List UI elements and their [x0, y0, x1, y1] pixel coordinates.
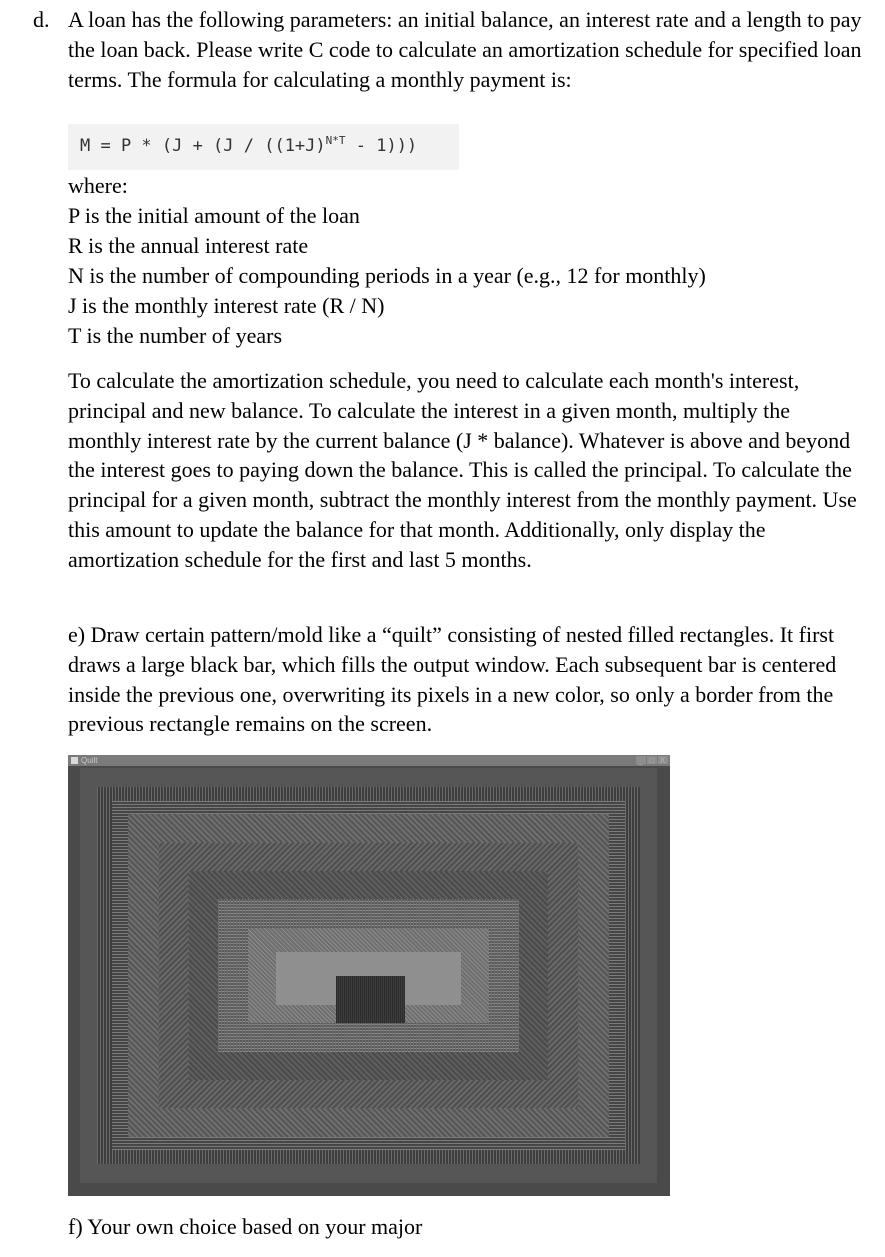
minimize-icon: _ — [636, 756, 646, 764]
where-label: where: — [68, 173, 128, 198]
definitions-list — [68, 171, 706, 351]
quilt-window-screenshot — [68, 755, 670, 1196]
definition-item: J is the monthly interest rate (R / N) — [68, 293, 385, 318]
window-controls — [635, 756, 668, 765]
question-d-intro: A loan has the following parameters: an initial balance, an interest rate and a length to pay the loan back. Please write C code to calculate an amortization schedule for specified loan terms. The formula for calculating a monthly payment is: — [68, 7, 862, 92]
definition-item: R is the annual interest rate — [68, 233, 309, 258]
maximize-icon: □ — [647, 756, 657, 764]
window-app-icon — [71, 757, 78, 764]
amortization-paragraph: To calculate the amortization schedule, you need to calculate each month's interest, principal and new balance. To calculate the interest in a given month, multiply the monthly interest rate by the current balance (J * balance). Whatever is above and beyond the interest goes to paying down the balance. This is called the principal. To calculate the principal for a given month, subtract the monthly interest from the monthly payment. Use this amount to update the balance for that month. Additionally, only display the amortization schedule for the first and last 5 months. — [68, 368, 857, 572]
definition-item: N is the number of compounding periods in a year (e.g., 12 for monthly) — [68, 263, 706, 288]
formula-code-block — [68, 124, 459, 170]
close-icon: X — [659, 756, 667, 765]
window-title: Quilt — [81, 756, 98, 765]
definition-item: T is the number of years — [68, 323, 283, 348]
quilt-canvas — [80, 768, 657, 1183]
quilt-rect-9 — [336, 976, 405, 1023]
question-f-text: f) Your own choice based on your major — [68, 1214, 423, 1239]
formula-exponent: N*T — [325, 134, 346, 147]
definition-item: P is the initial amount of the loan — [68, 203, 360, 228]
window-titlebar — [68, 755, 670, 766]
question-e-text: e) Draw certain pattern/mold like a “quilt” consisting of nested filled rectangles. It first draws a large black bar, which fills the output window. Each subsequent bar is centered inside the previous one, overwriting its pixels in a new color, so only a border from the previous rectangle remains on the screen. — [68, 622, 837, 737]
formula-text: $M = P * (J + (J / ((1+J)^{N*T} - 1)))$ — [80, 134, 418, 156]
question-d-label: d. — [33, 7, 50, 32]
